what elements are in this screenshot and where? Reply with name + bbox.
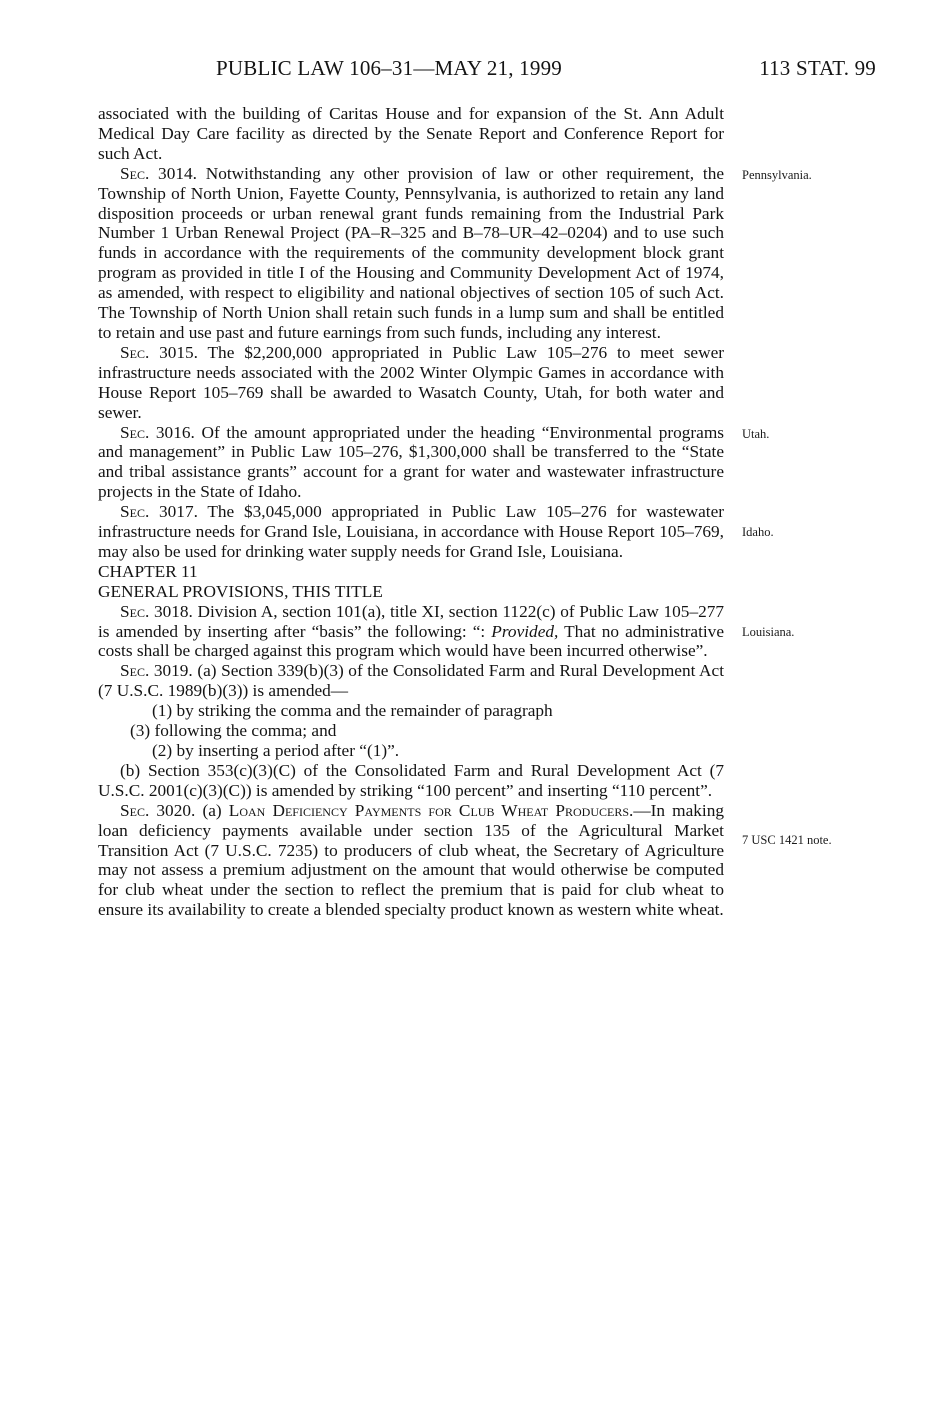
clause-1: (1) by striking the comma and the remainder of paragraph bbox=[152, 701, 553, 721]
section-3016 bbox=[98, 423, 724, 503]
page-header bbox=[96, 56, 876, 84]
margin-note-louisiana: Louisiana. bbox=[742, 625, 795, 639]
section-3018 bbox=[98, 602, 724, 662]
section-text: The $2,200,000 appropriated in Public Law 105–276 to meet sewer infrastructure needs associated with the 2002 Winter Olympic Games in accordance with House Report 105–769 shall be awarded to Wasatch County, Utah, for both water and sewer. bbox=[98, 342, 724, 422]
section-label: Sec. 3020. bbox=[120, 800, 196, 820]
section-label: Sec. 3017. bbox=[120, 502, 198, 522]
margin-note-utah: Utah. bbox=[742, 427, 770, 441]
provided-italic: Provided, bbox=[491, 621, 559, 641]
header-title: PUBLIC LAW 106–31—MAY 21, 1999 bbox=[216, 56, 562, 80]
section-text: Division A, section 101(a), title XI, section 1122(c) of Public Law 105–277 is amended by inserting after “basis” the following: “: bbox=[98, 601, 725, 641]
clause-1-continuation: (3) following the comma; and bbox=[130, 721, 337, 741]
chapter-heading: CHAPTER 11 bbox=[98, 561, 198, 581]
section-text: That no administrative costs shall be charged against this program which would have been incurred otherwise”. bbox=[98, 621, 724, 661]
section-label: Sec. 3018. bbox=[120, 601, 193, 621]
clause-2: (2) by inserting a period after “(1)”. bbox=[152, 741, 400, 760]
section-label: Sec. 3014. bbox=[120, 163, 197, 183]
section-3017 bbox=[98, 502, 724, 562]
section-caption: Loan Deficiency Payments for Club Wheat Producers bbox=[228, 800, 630, 820]
margin-note-idaho: Idaho. bbox=[742, 525, 774, 539]
section-text: Of the amount appropriated under the heading “Environmental programs and management” in Public Law 105–276, $1,300,000 shall be transferred to the “State and tribal assistance grants” account for a grant for water and wastewater infrastructure projects in the State of Idaho. bbox=[98, 422, 725, 502]
section-text: Notwithstanding any other provision of law or other requirement, the Township of North Union, Fayette County, Pennsylvania, is authorized to retain any land disposition proceeds or urban renewal grant funds remaining from the Industrial Park Number 1 Urban Renewal Project (PA–R–325 and B–78–UR–42–0204) and to use such funds in accordance with the requirements of the community development block grant program as provided in title I of the Housing and Community Development Act of 1974, as amended, with respect to eligibility and national objectives of section 105 of such Act. The Township of North Union shall retain such funds in a lump sum and shall be entitled to retain and use past and future earnings from such funds, including any interest. bbox=[98, 163, 725, 342]
section-text: .—In making loan deficiency payments available under section 135 of the Agricultural Market Transition Act (7 U.S.C. 7235) to producers of club wheat, the Secretary of Agriculture may not assess a premium adjustment on the amount that would otherwise be computed for club wheat under the section to reflect the premium that is paid for club wheat to ensure its availability to create a blended specialty product known as western white wheat. bbox=[98, 800, 725, 920]
paragraph-continuation: associated with the building of Caritas House and for expansion of the St. Ann Adult Medical Day Care facility as directed by the Senate Report and Conference Report for such Act. bbox=[98, 104, 724, 163]
section-text: (a) Section 339(b)(3) of the Consolidated Farm and Rural Development Act (7 U.S.C. 1989(b)(3)) is amended— bbox=[98, 661, 724, 701]
margin-note-pennsylvania: Pennsylvania. bbox=[742, 168, 812, 182]
section-label: Sec. 3015. bbox=[120, 342, 198, 362]
section-3019 bbox=[98, 661, 724, 701]
section-label: Sec. 3016. bbox=[120, 422, 195, 442]
chapter-subheading: GENERAL PROVISIONS, THIS TITLE bbox=[98, 581, 383, 601]
margin-note-usc: 7 USC 1421 note. bbox=[742, 833, 832, 847]
body-text bbox=[98, 104, 724, 920]
section-3014 bbox=[98, 164, 724, 343]
section-text: (a) bbox=[195, 800, 229, 820]
section-text: The $3,045,000 appropriated in Public Law 105–276 for wastewater infrastructure needs for Grand Isle, Louisiana, in accordance with House Report 105–769, may also be used for drinking water supply needs for Grand Isle, Louisiana. bbox=[98, 502, 725, 561]
statute-page-number: 113 STAT. 99 bbox=[759, 56, 876, 80]
subsection-b: (b) Section 353(c)(3)(C) of the Consolidated Farm and Rural Development Act (7 U.S.C. 2001(c)(3)(C)) is amended by striking “100 percent” and inserting “110 percent”. bbox=[98, 760, 724, 800]
section-label: Sec. 3019. bbox=[120, 661, 193, 681]
section-3020 bbox=[98, 801, 724, 920]
section-3015 bbox=[98, 343, 724, 423]
